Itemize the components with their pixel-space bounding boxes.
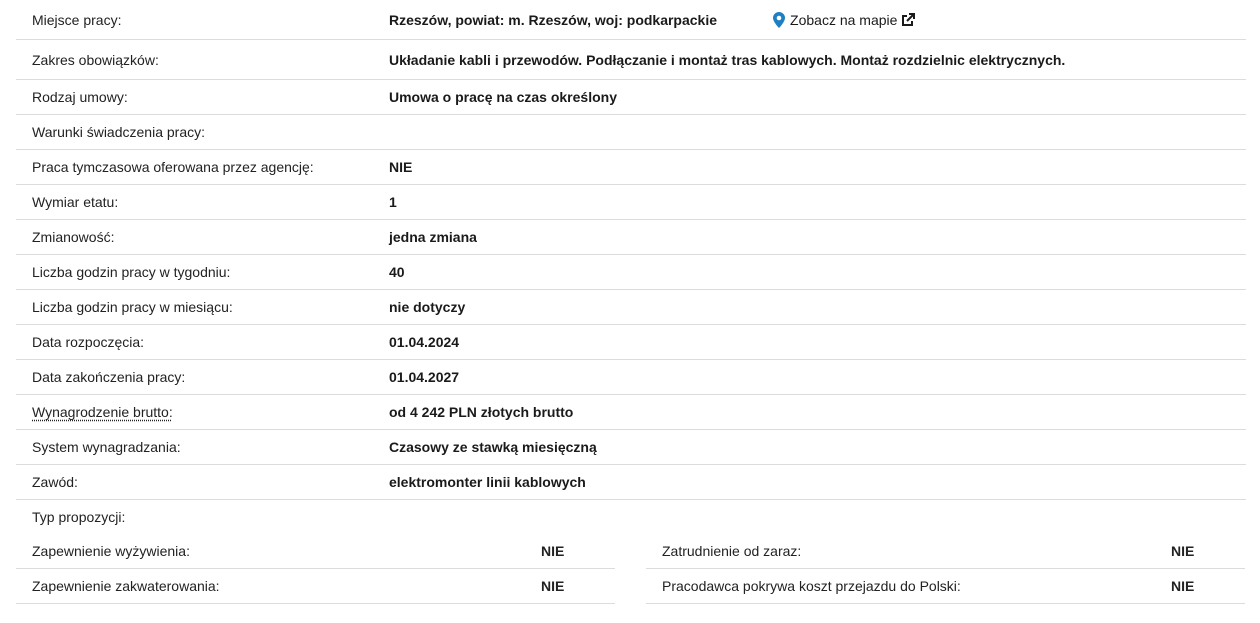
- row-value: od 4 242 PLN złotych brutto: [389, 404, 574, 420]
- row-value: 01.04.2024: [389, 334, 460, 350]
- row-value: NIE: [389, 159, 413, 175]
- row-end-date: [16, 360, 1246, 395]
- proposal-row-immediate: [646, 534, 1245, 569]
- row-label: Typ propozycji:: [32, 509, 126, 525]
- row-label: Liczba godzin pracy w tygodniu:: [32, 264, 231, 280]
- row-shifts: [16, 220, 1246, 255]
- row-label: Warunki świadczenia pracy:: [32, 124, 205, 140]
- row-label: Zapewnienie wyżywienia:: [32, 543, 190, 559]
- row-label: Praca tymczasowa oferowana przez agencję:: [32, 159, 314, 175]
- row-value: NIE: [1171, 578, 1195, 594]
- row-label: System wynagradzania:: [32, 439, 181, 455]
- row-label: Zakres obowiązków:: [32, 51, 159, 68]
- row-value: elektromonter linii kablowych: [389, 474, 586, 490]
- row-value: NIE: [541, 543, 565, 559]
- row-value: 40: [389, 264, 405, 280]
- row-label: Pracodawca pokrywa koszt przejazdu do Polski:: [662, 578, 961, 594]
- row-hours-week: [16, 255, 1246, 290]
- row-value: Układanie kabli i przewodów. Podłączanie i montaż tras kablowych. Montaż rozdzielnic elektrycznych.: [389, 51, 1066, 68]
- proposal-row-accommodation: [16, 569, 615, 604]
- proposal-grid: [16, 534, 1246, 604]
- row-value: 01.04.2027: [389, 369, 460, 385]
- row-value: NIE: [541, 578, 565, 594]
- row-start-date: [16, 325, 1246, 360]
- see-on-map-label: Zobacz na mapie: [790, 11, 898, 28]
- row-occupation: [16, 465, 1246, 500]
- row-value: [389, 12, 1246, 28]
- row-label: [16, 404, 389, 420]
- row-label: Wymiar etatu:: [32, 194, 119, 210]
- row-label: Zmianowość:: [32, 229, 115, 245]
- row-temporary-agency: [16, 150, 1246, 185]
- row-location: [16, 0, 1246, 40]
- row-value: NIE: [1171, 543, 1195, 559]
- row-label: Rodzaj umowy:: [32, 89, 128, 105]
- row-hours-month: [16, 290, 1246, 325]
- row-duties: [16, 40, 1246, 80]
- row-label: Zawód:: [32, 474, 78, 490]
- row-label: Liczba godzin pracy w miesiącu:: [32, 299, 233, 315]
- salary-term-link[interactable]: Wynagrodzenie brutto:: [32, 404, 173, 420]
- row-value: 1: [389, 194, 397, 210]
- proposal-row-travel: [646, 569, 1245, 604]
- see-on-map-link[interactable]: [773, 12, 915, 28]
- row-label: Data zakończenia pracy:: [32, 369, 186, 385]
- row-label: Miejsce pracy:: [32, 11, 122, 28]
- row-proposal-type: [16, 500, 1246, 534]
- row-label: Data rozpoczęcia:: [32, 334, 145, 350]
- row-salary: [16, 395, 1246, 430]
- proposal-row-food: [16, 534, 615, 569]
- job-details-table: [16, 0, 1246, 604]
- row-work-conditions: [16, 115, 1246, 150]
- row-value: jedna zmiana: [389, 229, 477, 245]
- external-link-icon: [901, 13, 915, 27]
- map-pin-icon: [773, 12, 785, 28]
- location-value: Rzeszów, powiat: m. Rzeszów, woj: podkarpackie: [389, 11, 718, 28]
- row-value: nie dotyczy: [389, 299, 466, 315]
- row-value: Czasowy ze stawką miesięczną: [389, 439, 597, 455]
- row-label: Zapewnienie zakwaterowania:: [32, 578, 220, 594]
- row-pay-system: [16, 430, 1246, 465]
- proposal-right-column: [646, 534, 1245, 604]
- row-contract-type: [16, 80, 1246, 115]
- row-label: Zatrudnienie od zaraz:: [662, 543, 802, 559]
- row-job-size: [16, 185, 1246, 220]
- proposal-left-column: [16, 534, 615, 604]
- row-value: Umowa o pracę na czas określony: [389, 89, 617, 105]
